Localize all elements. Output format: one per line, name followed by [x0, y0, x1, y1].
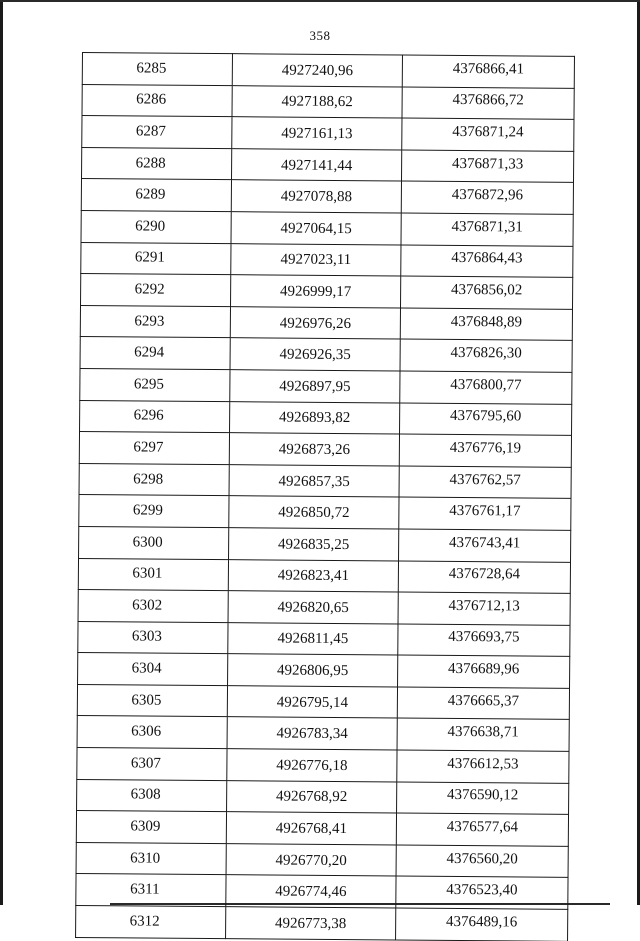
page-number: 358: [309, 28, 331, 43]
x-coordinate-cell: [230, 306, 400, 339]
cell-text: 4376665,37: [447, 692, 520, 710]
y-coordinate-cell: [402, 118, 574, 151]
coordinates-table: [75, 52, 575, 941]
point-number-cell: [77, 684, 227, 717]
y-coordinate-cell: [396, 908, 568, 941]
point-number-cell: [77, 748, 227, 781]
table-row: [76, 842, 568, 877]
x-coordinate-cell: [227, 686, 397, 719]
cell-text: 4376689,96: [447, 660, 520, 678]
table-row: [81, 242, 573, 277]
cell-text: 6309: [130, 818, 161, 835]
cell-text: 4926820,65: [277, 599, 349, 617]
x-coordinate-cell: [229, 496, 399, 529]
cell-text: 4376590,12: [446, 787, 519, 804]
table-row: [81, 179, 573, 214]
cell-text: 4376577,64: [446, 818, 519, 836]
cell-text: 4376864,43: [451, 250, 523, 267]
point-number-cell: [78, 621, 228, 654]
x-coordinate-cell: [226, 812, 396, 845]
cell-text: 4926770,20: [275, 852, 347, 869]
point-number-cell: [81, 274, 231, 307]
cell-text: 6299: [132, 502, 163, 519]
table-row: [82, 53, 574, 88]
point-number-cell: [80, 305, 230, 338]
x-coordinate-cell: [229, 464, 399, 497]
table-row: [80, 305, 572, 340]
cell-text: 4376866,72: [452, 92, 524, 109]
point-number-cell: [78, 653, 228, 686]
cell-text: 6291: [134, 249, 165, 267]
cell-text: 4376489,16: [445, 913, 518, 931]
y-coordinate-cell: [398, 655, 570, 688]
cell-text: 4927240,96: [281, 62, 354, 79]
cell-text: 4376866,41: [452, 60, 525, 78]
cell-text: 4376871,24: [452, 123, 524, 141]
cell-text: 4926776,18: [276, 757, 348, 774]
cell-text: 4926768,41: [275, 820, 348, 838]
point-number-cell: [79, 463, 229, 496]
y-coordinate-cell: [401, 245, 573, 278]
cell-text: 4926774,46: [275, 883, 347, 901]
x-coordinate-cell: [226, 907, 396, 940]
cell-text: 4926768,92: [275, 789, 348, 806]
cell-text: 6292: [134, 281, 165, 298]
table-row: [79, 495, 571, 530]
cell-text: 6310: [130, 850, 161, 867]
table-row: [82, 84, 574, 119]
table-row: [79, 526, 571, 561]
x-coordinate-cell: [232, 117, 402, 150]
cell-text: 4376743,41: [448, 534, 521, 552]
cell-text: 6296: [133, 407, 164, 424]
y-coordinate-cell: [400, 403, 572, 436]
table-row: [82, 147, 574, 182]
cell-text: 4376848,89: [450, 313, 523, 331]
table-row: [76, 906, 568, 941]
cell-text: 4376871,31: [451, 218, 523, 236]
cell-text: 4926811,45: [277, 631, 349, 648]
cell-text: 6288: [135, 155, 166, 172]
cell-text: 4376523,40: [446, 882, 518, 899]
y-coordinate-cell: [397, 782, 569, 815]
cell-text: 4376776,19: [449, 439, 522, 457]
cell-text: 4926823,41: [277, 567, 350, 585]
y-coordinate-cell: [400, 339, 572, 372]
cell-text: 4926926,35: [279, 346, 351, 364]
y-coordinate-cell: [398, 592, 570, 625]
y-coordinate-cell: [397, 687, 569, 720]
table-row: [79, 432, 571, 467]
cell-text: 4927188,62: [281, 93, 353, 111]
cell-text: 6301: [132, 565, 163, 582]
point-number-cell: [82, 53, 232, 86]
table-row: [77, 716, 569, 751]
cell-text: 4926773,38: [274, 915, 347, 932]
table-row: [78, 558, 570, 593]
y-coordinate-cell: [399, 497, 571, 530]
x-coordinate-cell: [228, 654, 398, 687]
y-coordinate-cell: [399, 466, 571, 499]
y-coordinate-cell: [398, 624, 570, 657]
point-number-cell: [79, 495, 229, 528]
cell-text: 4927078,88: [280, 188, 353, 206]
table-row: [79, 463, 571, 498]
cell-text: 4376826,30: [450, 345, 522, 362]
point-number-cell: [82, 116, 232, 149]
cell-text: 6304: [131, 660, 162, 677]
x-coordinate-cell: [230, 401, 400, 434]
cell-text: 4926893,82: [278, 409, 351, 427]
cell-text: 4376795,60: [449, 408, 522, 425]
y-coordinate-cell: [402, 87, 574, 120]
cell-text: 6287: [135, 123, 166, 140]
point-number-cell: [80, 368, 230, 401]
x-coordinate-cell: [226, 875, 396, 908]
point-number-cell: [79, 432, 229, 465]
cell-text: 4926999,17: [279, 283, 352, 301]
x-coordinate-cell: [226, 844, 396, 877]
cell-text: 4927064,15: [280, 220, 352, 237]
cell-text: 6285: [136, 60, 167, 77]
point-number-cell: [82, 147, 232, 180]
table-row: [81, 274, 573, 309]
point-number-cell: [78, 590, 228, 623]
y-coordinate-cell: [400, 371, 572, 404]
x-coordinate-cell: [231, 180, 401, 213]
scan-edge-left: [0, 0, 3, 905]
y-coordinate-cell: [397, 750, 569, 783]
point-number-cell: [76, 874, 226, 907]
table-row: [76, 811, 568, 846]
cell-text: 4926835,25: [277, 536, 350, 553]
y-coordinate-cell: [401, 181, 573, 214]
table-row: [78, 653, 570, 688]
x-coordinate-cell: [232, 54, 402, 87]
y-coordinate-cell: [399, 434, 571, 467]
cell-text: 6300: [132, 534, 163, 551]
cell-text: 4927141,44: [280, 157, 353, 174]
cell-text: 4926850,72: [278, 504, 350, 522]
x-coordinate-cell: [231, 243, 401, 276]
cell-text: 4376712,13: [448, 597, 520, 615]
point-number-cell: [81, 242, 231, 275]
cell-text: 6303: [131, 628, 162, 646]
table-row: [80, 400, 572, 435]
y-coordinate-cell: [398, 561, 570, 594]
table-row: [77, 779, 569, 814]
cell-text: 4927161,13: [281, 125, 353, 143]
point-number-cell: [77, 779, 227, 812]
cell-text: 6302: [132, 597, 163, 614]
x-coordinate-cell: [231, 148, 401, 181]
cell-text: 6297: [133, 439, 164, 456]
point-number-cell: [81, 179, 231, 212]
x-coordinate-cell: [227, 780, 397, 813]
x-coordinate-cell: [227, 717, 397, 750]
cell-text: 6306: [131, 723, 162, 740]
table-row: [81, 210, 573, 245]
cell-text: 4376800,77: [450, 376, 522, 394]
x-coordinate-cell: [227, 749, 397, 782]
cell-text: 4376856,02: [450, 281, 523, 299]
cell-text: 4376693,75: [448, 629, 520, 646]
cell-text: 6311: [130, 881, 160, 898]
cell-text: 4926783,34: [276, 725, 348, 743]
x-coordinate-cell: [229, 433, 399, 466]
point-number-cell: [76, 906, 226, 939]
cell-text: 4376871,33: [451, 155, 524, 173]
y-coordinate-cell: [396, 845, 568, 878]
y-coordinate-cell: [401, 276, 573, 309]
table-row: [76, 874, 568, 909]
cell-text: 4376762,57: [449, 471, 521, 488]
table-row: [80, 337, 572, 372]
cell-text: 6290: [135, 218, 166, 235]
point-number-cell: [76, 842, 226, 875]
cell-text: 4926806,95: [276, 662, 349, 680]
cell-text: 4376728,64: [448, 566, 521, 583]
cell-text: 6298: [133, 470, 164, 488]
cell-text: 6308: [130, 786, 161, 804]
scan-edge-top: [0, 0, 640, 2]
cell-text: 6289: [135, 186, 166, 203]
cell-text: 6305: [131, 692, 162, 709]
cell-text: 4376638,71: [447, 724, 519, 741]
cell-text: 4376761,17: [449, 503, 521, 520]
x-coordinate-cell: [232, 85, 402, 118]
x-coordinate-cell: [230, 370, 400, 403]
x-coordinate-cell: [228, 559, 398, 592]
cell-text: 4376560,20: [446, 850, 518, 868]
y-coordinate-cell: [401, 213, 573, 246]
x-coordinate-cell: [228, 622, 398, 655]
cell-text: 4926873,26: [278, 441, 351, 459]
point-number-cell: [76, 811, 226, 844]
point-number-cell: [78, 558, 228, 591]
point-number-cell: [79, 526, 229, 559]
point-number-cell: [81, 210, 231, 243]
cell-text: 6307: [130, 755, 161, 772]
x-coordinate-cell: [231, 212, 401, 245]
point-number-cell: [80, 400, 230, 433]
cell-text: 6295: [133, 376, 164, 393]
cell-text: 4926795,14: [276, 694, 349, 711]
table-row: [77, 684, 569, 719]
cell-text: 6294: [134, 344, 165, 361]
table-body: [76, 53, 575, 941]
table-row: [78, 621, 570, 656]
cell-text: 6312: [129, 913, 160, 930]
cell-text: 4926897,95: [279, 378, 351, 395]
cell-text: 4376872,96: [451, 187, 524, 204]
cell-text: 4376612,53: [447, 755, 519, 773]
table-row: [82, 116, 574, 151]
x-coordinate-cell: [230, 338, 400, 371]
x-coordinate-cell: [229, 528, 399, 561]
y-coordinate-cell: [399, 529, 571, 562]
x-coordinate-cell: [228, 591, 398, 624]
cell-text: 6293: [134, 312, 165, 330]
point-number-cell: [82, 84, 232, 117]
coordinates-table-wrapper: [75, 52, 575, 941]
cell-text: 6286: [136, 91, 167, 109]
cell-text: 4926857,35: [278, 473, 350, 490]
table-row: [78, 590, 570, 625]
y-coordinate-cell: [396, 876, 568, 909]
cell-text: 4926976,26: [279, 315, 352, 332]
x-coordinate-cell: [231, 275, 401, 308]
point-number-cell: [80, 337, 230, 370]
y-coordinate-cell: [396, 813, 568, 846]
point-number-cell: [77, 716, 227, 749]
cell-text: 4927023,11: [280, 251, 352, 269]
y-coordinate-cell: [402, 55, 574, 88]
table-row: [80, 368, 572, 403]
y-coordinate-cell: [397, 718, 569, 751]
y-coordinate-cell: [400, 308, 572, 341]
y-coordinate-cell: [401, 150, 573, 183]
table-row: [77, 748, 569, 783]
